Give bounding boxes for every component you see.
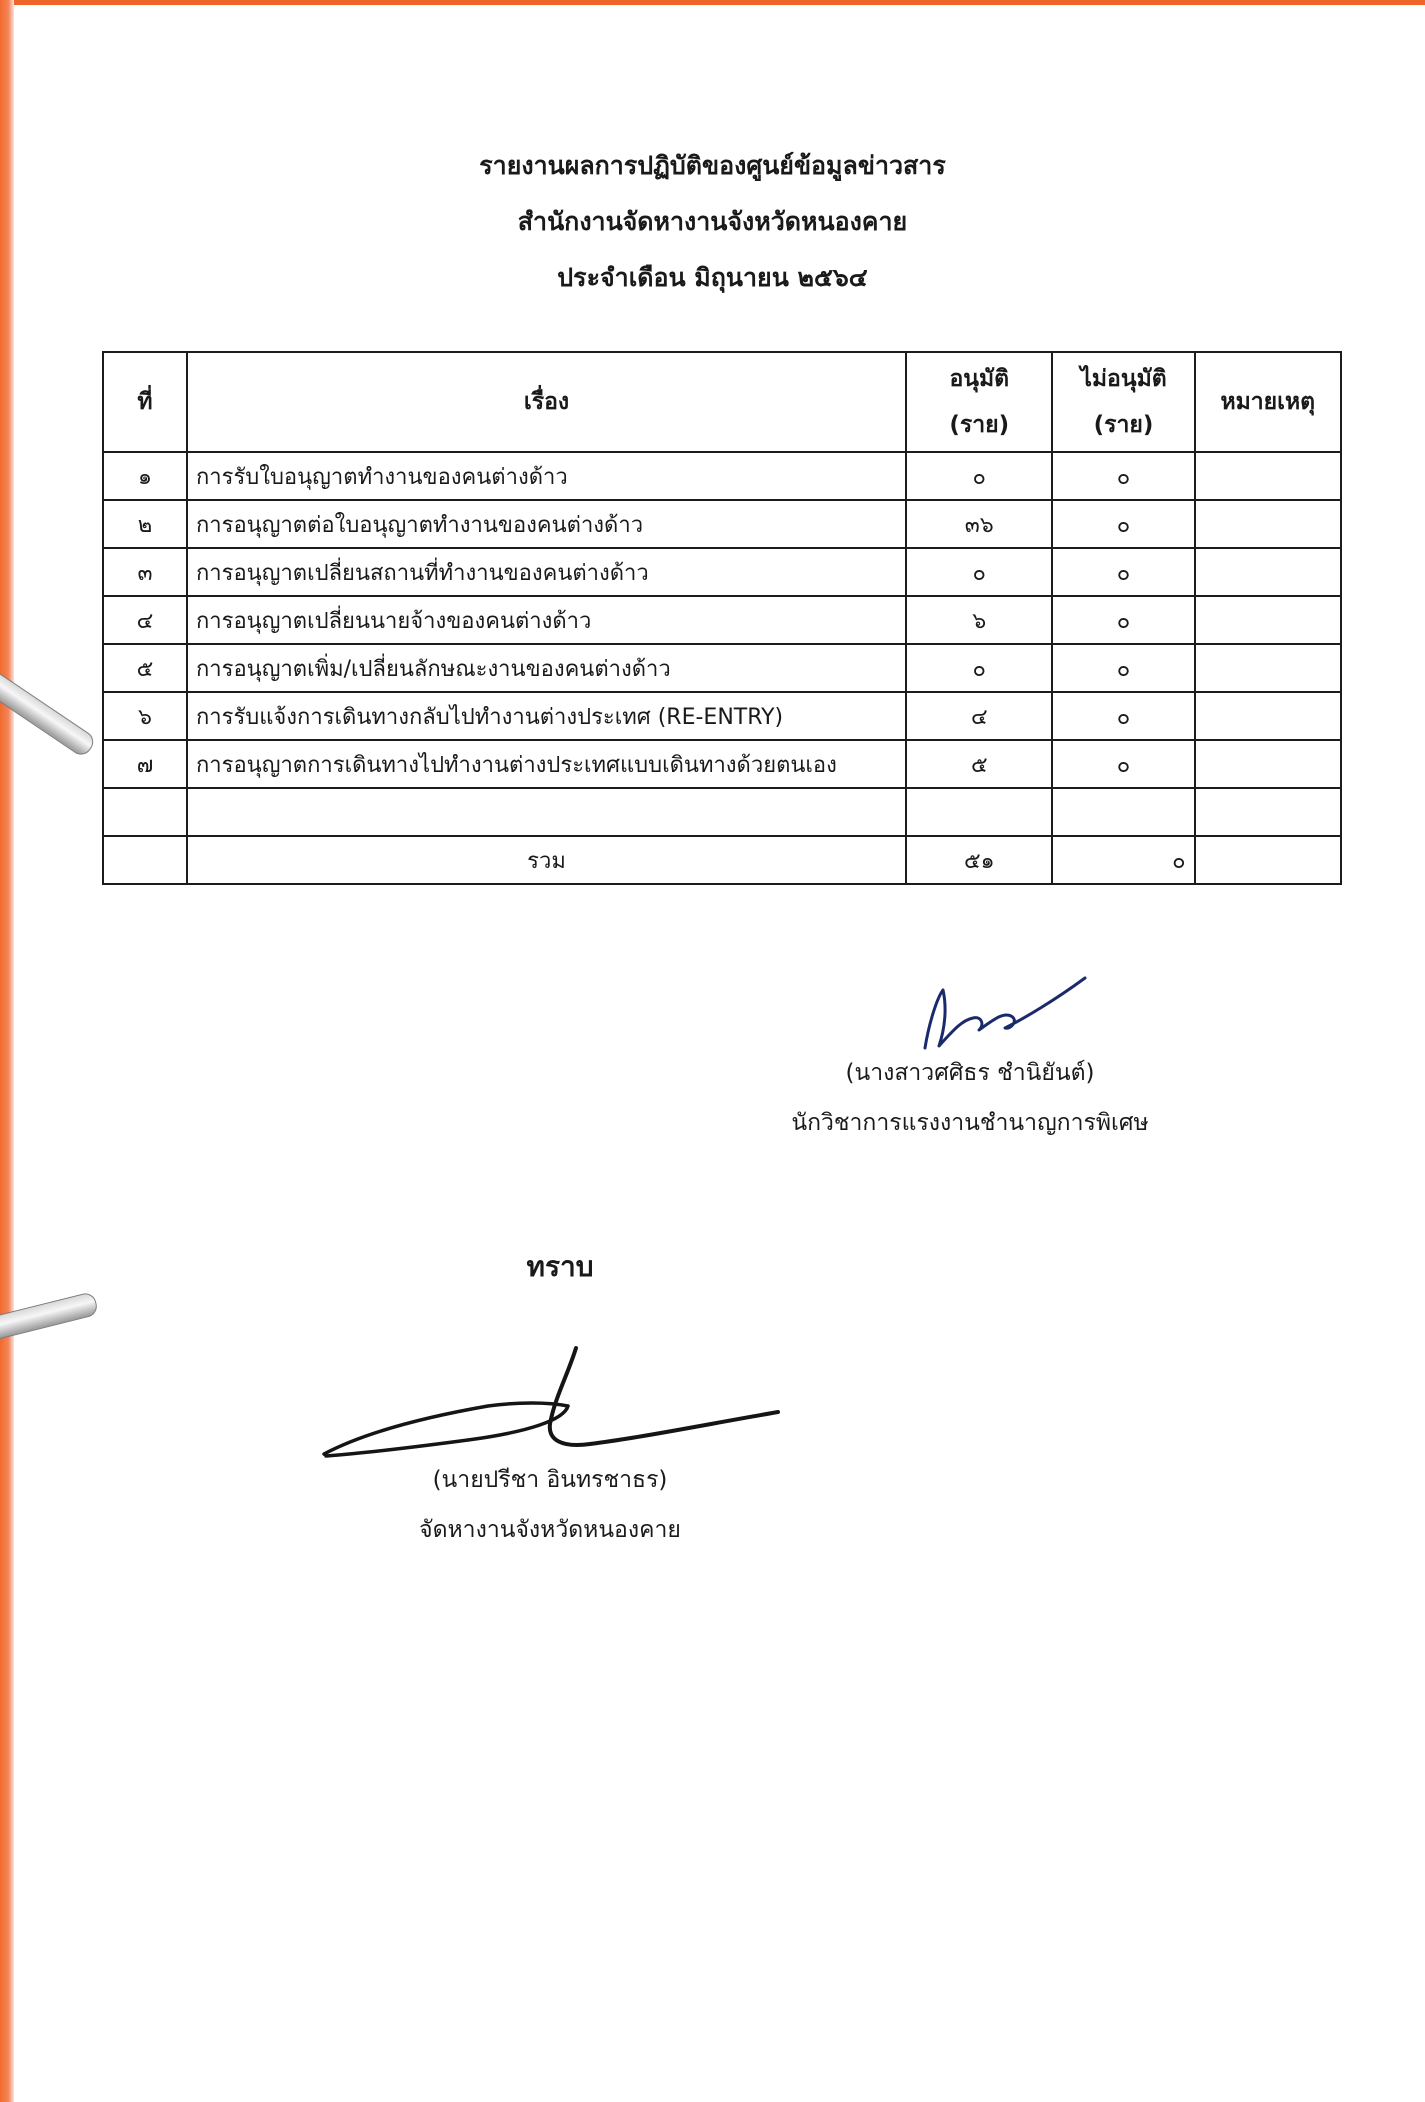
row-not-approved: ๐ — [1052, 692, 1194, 740]
row-approved: ๐ — [906, 452, 1052, 500]
row-approved: ๐ — [906, 548, 1052, 596]
total-not-approved: ๐ — [1052, 836, 1194, 884]
header-approved-unit: (ราย) — [949, 412, 1010, 438]
table-row — [103, 500, 1341, 548]
signature-block-officer — [740, 1048, 1200, 1148]
table-total-row — [103, 836, 1341, 884]
row-no: ๒ — [103, 500, 187, 548]
row-remark — [1195, 740, 1341, 788]
table-row — [103, 452, 1341, 500]
row-remark — [1195, 692, 1341, 740]
header-not-approved — [1052, 352, 1194, 452]
row-no: ๖ — [103, 692, 187, 740]
acknowledge-label: ทราบ — [526, 1250, 594, 1283]
row-approved: ๔ — [906, 692, 1052, 740]
table-row — [103, 644, 1341, 692]
row-subject: การอนุญาตเปลี่ยนนายจ้างของคนต่างด้าว — [187, 596, 906, 644]
row-subject: การรับใบอนุญาตทำงานของคนต่างด้าว — [187, 452, 906, 500]
orange-backing-left — [0, 0, 14, 2102]
header-not-approved-label: ไม่อนุมัติ — [1080, 366, 1167, 392]
report-table — [102, 351, 1342, 885]
row-not-approved: ๐ — [1052, 500, 1194, 548]
row-remark — [1195, 644, 1341, 692]
row-no: ๑ — [103, 452, 187, 500]
row-approved: ๖ — [906, 596, 1052, 644]
row-subject: การอนุญาตต่อใบอนุญาตทำงานของคนต่างด้าว — [187, 500, 906, 548]
table-row — [103, 740, 1341, 788]
director-position: จัดหางานจังหวัดหนองคาย — [419, 1517, 681, 1543]
report-period: ประจำเดือน มิถุนายน ๒๕๖๔ — [557, 263, 868, 292]
row-subject — [187, 788, 906, 836]
row-remark — [1195, 788, 1341, 836]
row-approved: ๓๖ — [906, 500, 1052, 548]
row-remark — [1195, 596, 1341, 644]
report-title: รายงานผลการปฏิบัติของศูนย์ข้อมูลข่าวสาร — [479, 151, 946, 180]
header-not-approved-unit: (ราย) — [1093, 412, 1154, 438]
office-name: สำนักงานจัดหางานจังหวัดหนองคาย — [517, 207, 908, 236]
row-subject: การรับแจ้งการเดินทางกลับไปทำงานต่างประเทศ (RE-ENTRY) — [187, 692, 906, 740]
row-not-approved: ๐ — [1052, 644, 1194, 692]
row-not-approved — [1052, 788, 1194, 836]
row-not-approved: ๐ — [1052, 452, 1194, 500]
row-not-approved: ๐ — [1052, 596, 1194, 644]
table-header-row — [103, 352, 1341, 452]
table-row — [103, 692, 1341, 740]
total-no — [103, 836, 187, 884]
row-remark — [1195, 548, 1341, 596]
header-subject: เรื่อง — [187, 352, 906, 452]
row-approved: ๕ — [906, 740, 1052, 788]
officer-name: (นางสาวศศิธร ชำนิยันต์) — [845, 1060, 1095, 1086]
officer-position: นักวิชาการแรงงานชำนาญการพิเศษ — [791, 1110, 1149, 1136]
row-no: ๔ — [103, 596, 187, 644]
row-subject: การอนุญาตการเดินทางไปทำงานต่างประเทศแบบเดินทางด้วยตนเอง — [187, 740, 906, 788]
row-subject: การอนุญาตเพิ่ม/เปลี่ยนลักษณะงานของคนต่างด้าว — [187, 644, 906, 692]
row-no: ๕ — [103, 644, 187, 692]
row-approved: ๐ — [906, 644, 1052, 692]
signature-block-director — [370, 1455, 730, 1555]
director-name: (นายปรีชา อินทรชาธร) — [432, 1467, 668, 1493]
row-not-approved: ๐ — [1052, 548, 1194, 596]
binder-ring-bottom — [0, 1291, 99, 1343]
table-row-empty — [103, 788, 1341, 836]
orange-backing-top — [0, 0, 1425, 5]
total-remark — [1195, 836, 1341, 884]
header-remark: หมายเหตุ — [1195, 352, 1341, 452]
row-no: ๗ — [103, 740, 187, 788]
report-header — [0, 138, 1425, 306]
row-not-approved: ๐ — [1052, 740, 1194, 788]
header-approved — [906, 352, 1052, 452]
header-approved-label: อนุมัติ — [949, 366, 1010, 392]
header-no: ที่ — [103, 352, 187, 452]
total-label: รวม — [187, 836, 906, 884]
row-approved — [906, 788, 1052, 836]
total-approved: ๕๑ — [906, 836, 1052, 884]
signature-scribble-2 — [318, 1344, 788, 1464]
table-row — [103, 596, 1341, 644]
row-no: ๓ — [103, 548, 187, 596]
row-remark — [1195, 452, 1341, 500]
table-row — [103, 548, 1341, 596]
row-no — [103, 788, 187, 836]
row-remark — [1195, 500, 1341, 548]
row-subject: การอนุญาตเปลี่ยนสถานที่ทำงานของคนต่างด้าว — [187, 548, 906, 596]
binder-ring-top — [0, 665, 97, 759]
